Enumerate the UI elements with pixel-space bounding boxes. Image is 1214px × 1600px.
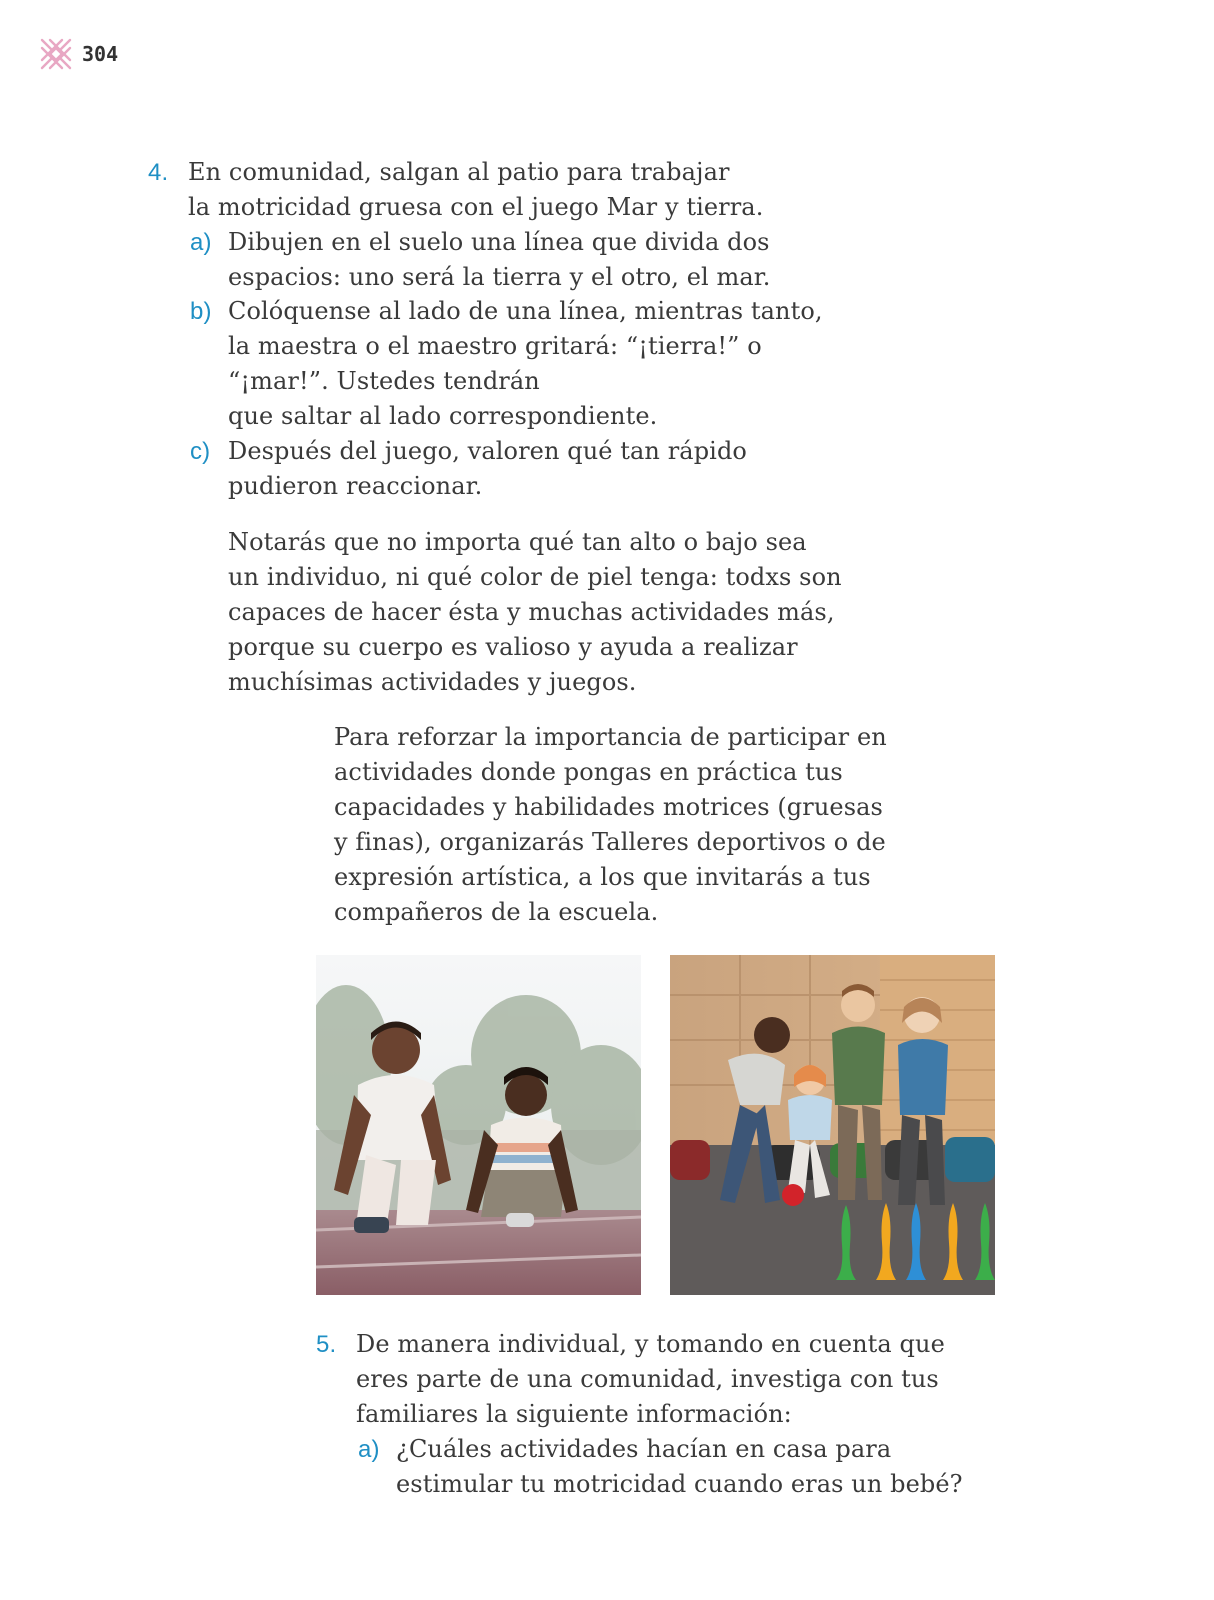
text-line: Colóquense al lado de una línea, mientras tanto, — [228, 297, 823, 325]
text-line: ¿Cuáles actividades hacían en casa para — [396, 1435, 892, 1463]
text-line: muchísimas actividades y juegos. — [228, 668, 637, 696]
item-5 — [316, 1327, 945, 1432]
sub-letter: b) — [190, 298, 212, 325]
text-line: que saltar al lado correspondiente. — [228, 402, 658, 430]
item-4c — [190, 434, 747, 504]
photo-kids-running-track — [316, 955, 641, 1295]
text-line: eres parte de una comunidad, investiga con tus — [356, 1365, 939, 1393]
paragraph-body — [228, 525, 842, 700]
sub-letter: a) — [358, 1436, 380, 1463]
text-line: compañeros de la escuela. — [334, 898, 659, 926]
text-line: capaces de hacer ésta y muchas actividades más, — [228, 598, 835, 626]
item-5a — [358, 1432, 963, 1502]
text-line: porque su cuerpo es valioso y ayuda a realizar — [228, 633, 798, 661]
photo-kids-bowling — [670, 955, 995, 1295]
text-line: Para reforzar la importancia de participar en — [334, 723, 887, 751]
text-line: expresión artística, a los que invitarás a tus — [334, 863, 871, 891]
text-line: la motricidad gruesa con el juego Mar y tierra. — [188, 193, 764, 221]
text-line: la maestra o el maestro gritará: “¡tierra!” o — [228, 332, 762, 360]
text-line: un individuo, ni qué color de piel tenga: todxs son — [228, 563, 842, 591]
text-line: “¡mar!”. Ustedes tendrán — [228, 367, 540, 395]
text-line: y finas), organizarás Talleres deportivos o de — [334, 828, 886, 856]
page-header — [38, 36, 118, 72]
item-4a — [190, 225, 770, 295]
sub-letter: c) — [190, 438, 211, 465]
page-number: 304 — [82, 42, 119, 66]
text-line: estimular tu motricidad cuando eras un bebé? — [396, 1470, 963, 1498]
text-line: familiares la siguiente información: — [356, 1400, 792, 1428]
sub-letter: a) — [190, 229, 212, 256]
decorative-knot-icon — [38, 36, 74, 72]
text-line: Después del juego, valoren qué tan rápido — [228, 437, 747, 465]
item-number: 5. — [316, 1331, 337, 1358]
text-line: capacidades y habilidades motrices (gruesas — [334, 793, 883, 821]
text-line: actividades donde pongas en práctica tus — [334, 758, 843, 786]
paragraph-workshops — [334, 720, 887, 930]
item-4 — [148, 155, 763, 225]
item-number: 4. — [148, 159, 169, 186]
text-line: En comunidad, salgan al patio para trabajar — [188, 158, 730, 186]
text-line: Notarás que no importa qué tan alto o bajo sea — [228, 528, 807, 556]
text-line: De manera individual, y tomando en cuenta que — [356, 1330, 945, 1358]
text-line: pudieron reaccionar. — [228, 472, 483, 500]
item-4b — [190, 294, 823, 434]
text-line: Dibujen en el suelo una línea que divida dos — [228, 228, 770, 256]
text-line: espacios: uno será la tierra y el otro, el mar. — [228, 263, 771, 291]
